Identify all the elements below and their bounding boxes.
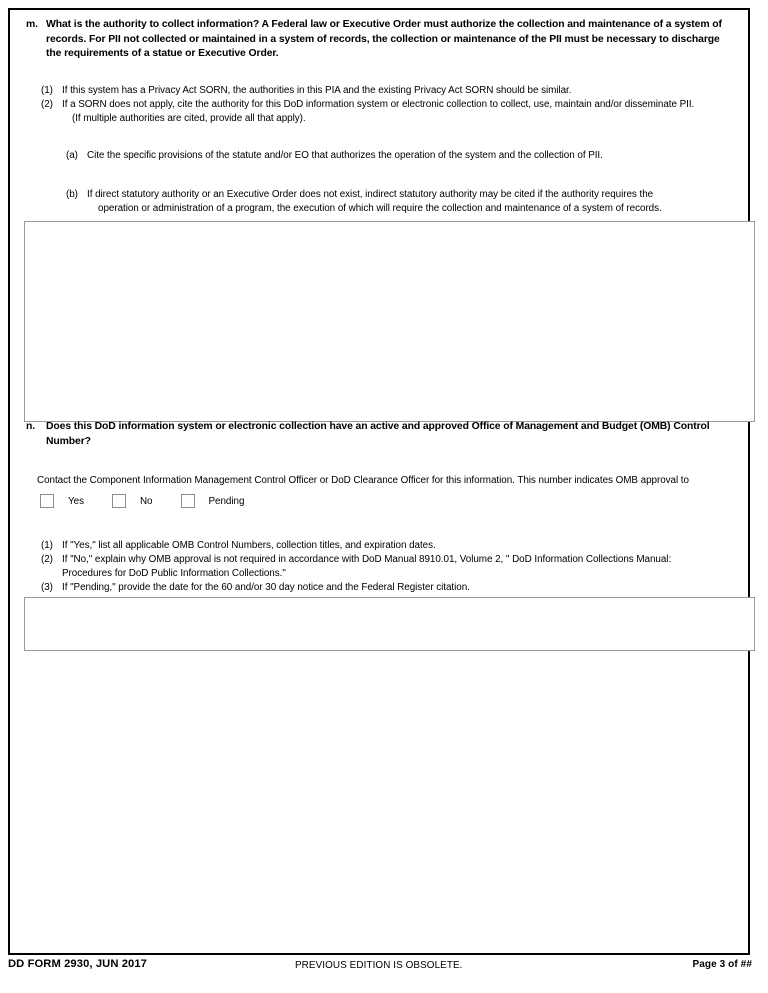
footer-form-id: DD FORM 2930, JUN 2017 [8, 958, 147, 970]
item-marker: (3) [41, 582, 53, 593]
item-marker: (2) [41, 99, 53, 110]
item-marker: (1) [41, 85, 53, 96]
item-text: Cite the specific provisions of the statute and/or EO that authorizes the operation of the system and the collection of PII. [87, 150, 603, 161]
section-m-label: m. [26, 19, 38, 30]
page-footer [8, 958, 760, 980]
item-text: If a SORN does not apply, cite the authority for this DoD information system or electronic collection to collect, use, maintain and/or disseminate PII. [62, 99, 695, 110]
footer-page-number: Page 3 of ## [692, 959, 752, 970]
omb-choice-yes[interactable] [40, 494, 84, 508]
section-m-item-a [66, 149, 746, 163]
checkbox-yes[interactable] [40, 494, 54, 508]
checkbox-yes-label: Yes [68, 495, 84, 507]
checkbox-no[interactable] [112, 494, 126, 508]
checkbox-pending[interactable] [181, 494, 195, 508]
item-marker: (1) [41, 540, 53, 551]
section-n-question-text: Does this DoD information system or electronic collection have an active and approved Office of Management and Budget (OMB) Control Number? [46, 421, 710, 447]
item-text-continuation: operation or administration of a program, the execution of which will require the collection and maintenance of a system of records. [98, 202, 662, 214]
section-m-question-text: What is the authority to collect information? A Federal law or Executive Order must authorize the collection and maintenance of a system of records. For PII not collected or maintained in a system of records, the collection or maintenance of the PII must be necessary to discharge the requirements of a statue or Executive Order. [46, 19, 722, 60]
section-n-item-3 [41, 581, 741, 595]
omb-choice-group [40, 494, 244, 508]
authority-answer-textbox[interactable] [24, 221, 755, 422]
item-marker: (a) [66, 150, 78, 161]
omb-choice-pending[interactable] [181, 494, 245, 508]
checkbox-pending-label: Pending [208, 495, 245, 507]
item-text: If this system has a Privacy Act SORN, the authorities in this PIA and the existing Privacy Act SORN should be similar. [62, 85, 572, 96]
item-marker: (2) [41, 554, 53, 565]
checkbox-no-label: No [139, 495, 153, 507]
item-marker: (b) [66, 189, 78, 200]
section-m-heading [26, 18, 736, 62]
section-m-item-b [66, 188, 726, 215]
item-text-continuation: (If multiple authorities are cited, provide all that apply). [72, 112, 306, 124]
omb-contact-note: Contact the Component Information Management Control Officer or DoD Clearance Officer for this information. This number indicates OMB approval to [37, 475, 689, 486]
omb-choice-no[interactable] [112, 494, 153, 508]
item-text: If "Yes," list all applicable OMB Control Numbers, collection titles, and expiration dates. [62, 540, 436, 551]
form-border [8, 8, 750, 955]
section-n-label: n. [26, 421, 36, 432]
section-n-item-1 [41, 539, 741, 553]
section-n-item-2 [41, 553, 747, 580]
footer-notice: PREVIOUS EDITION IS OBSOLETE. [295, 960, 463, 971]
section-m-item-2 [41, 98, 747, 125]
section-m-item-1 [41, 84, 741, 98]
item-text: If "No," explain why OMB approval is not required in accordance with DoD Manual 8910.01, Volume 2, " DoD Information Collections Manual: [62, 554, 672, 565]
item-text: If "Pending," provide the date for the 60 and/or 30 day notice and the Federal Register citation. [62, 582, 470, 593]
omb-answer-textbox[interactable] [24, 597, 755, 651]
section-n-heading [26, 420, 732, 449]
item-text-continuation: Procedures for DoD Public Information Collections." [62, 567, 286, 579]
item-text: If direct statutory authority or an Executive Order does not exist, indirect statutory authority may be cited if the authority requires the [87, 189, 654, 200]
